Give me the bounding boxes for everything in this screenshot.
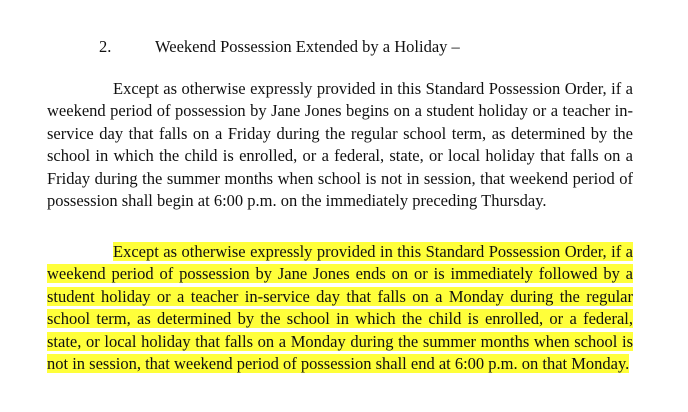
section-number: 2. xyxy=(99,37,112,56)
section-heading xyxy=(99,36,460,58)
highlighted-paragraph-text: Except as otherwise expressly provided in this Standard Possession Order, if a weekend period of possession by Jane Jones ends on or is immediately followed by a student holiday or a teacher in-service day that falls on a Monday during the regular school term, as determined by the school in which the child is enrolled, or a federal, state, or local holiday that falls on a Monday during the summer months when school is not in session, that weekend period of possession shall end at 6:00 p.m. on that Monday. xyxy=(47,242,633,374)
paragraph-text: Except as otherwise expressly provided in this Standard Possession Order, if a weekend period of possession by Jane Jones begins on a student holiday or a teacher in-service day that falls on a Friday during the regular school term, as determined by the school in which the child is enrolled, or a federal, state, or local holiday that falls on a Friday during the summer months when school is not in session, that weekend period of possession shall begin at 6:00 p.m. on the immediately preceding Thursday. xyxy=(47,79,633,211)
section-title: Weekend Possession Extended by a Holiday – xyxy=(155,37,460,56)
paragraph-thursday-start xyxy=(47,78,633,212)
paragraph-monday-end xyxy=(47,241,633,375)
